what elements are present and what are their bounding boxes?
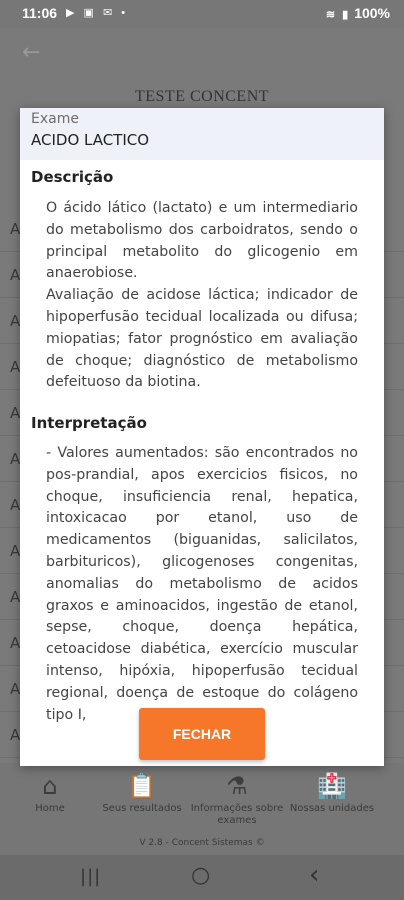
list-item[interactable]: A <box>0 666 404 712</box>
list-item[interactable]: A <box>0 482 404 528</box>
exam-name: ACIDO LACTICO <box>31 131 150 149</box>
tab-units[interactable] <box>282 771 382 815</box>
tab-label: Informações sobre exames <box>190 803 284 826</box>
list-item[interactable]: A <box>0 252 404 298</box>
tab-exam-info[interactable] <box>187 771 287 827</box>
list-item[interactable]: A <box>0 574 404 620</box>
flask-icon: ⚗ <box>226 772 248 800</box>
list-item[interactable]: A <box>0 620 404 666</box>
exam-dialog <box>20 108 384 766</box>
recent-apps-icon[interactable]: ||| <box>80 866 102 887</box>
system-nav-bar <box>0 855 404 900</box>
system-back-icon[interactable]: ‹ <box>309 860 320 890</box>
tab-label: Seus resultados <box>102 803 182 814</box>
list-item[interactable]: A <box>0 436 404 482</box>
home-icon: ⌂ <box>42 772 58 800</box>
exam-header <box>20 108 384 160</box>
exam-label: Exame <box>31 111 79 127</box>
list-item[interactable]: A <box>0 528 404 574</box>
list-item[interactable]: A <box>0 206 404 252</box>
list-item[interactable]: A <box>0 390 404 436</box>
description-title: Descrição <box>31 168 114 186</box>
tab-results[interactable] <box>92 771 192 815</box>
description-text: O ácido lático (lactato) e um intermediario do metabolismo dos carboidratos, sendo o principal metabolito do glicogenio em anaerobiose. Avaliação de acidose láctica; indicador de hipoperfusão tecidual localizada ou difusa; miopatias; fator prognóstico em avaliação de choque; diagnóstico de metabolismo defeituoso da biotina. <box>46 200 358 391</box>
wifi-signal-icon: ≋ ▮ <box>325 9 351 21</box>
tab-home[interactable] <box>0 771 100 815</box>
list-item[interactable]: A <box>0 344 404 390</box>
interpretation-title: Interpretação <box>31 414 147 432</box>
notification-icons: ▶ ▣ ✉ • <box>66 7 129 19</box>
page-title: TESTE CONCENT <box>134 88 270 105</box>
status-right <box>326 5 390 21</box>
tab-label: Home <box>35 803 65 814</box>
status-time: 11:06 <box>22 5 58 21</box>
list-item[interactable]: A <box>0 298 404 344</box>
list-item[interactable]: A <box>0 712 404 758</box>
close-button[interactable]: FECHAR <box>139 708 265 760</box>
status-bar <box>0 0 404 28</box>
back-arrow-icon[interactable]: ← <box>22 40 41 65</box>
tab-label: Nossas unidades <box>289 803 375 814</box>
clipboard-icon: 📋 <box>127 772 157 800</box>
building-icon: 🏥 <box>317 772 347 800</box>
home-button-icon[interactable]: ○ <box>191 863 211 888</box>
dialog-scroll-content[interactable] <box>20 160 384 723</box>
battery-level: 100% <box>354 5 390 21</box>
version-text: V 2.8 - Concent Sistemas © <box>139 838 265 848</box>
interpretation-text: - Valores aumentados: são encontrados no pos-prandial, apos exercicios fisicos, no choque, insuficiencia renal, hepatica, intoxicacao por etanol, uso de medicamentos (biguanidas, salicilatos, barbituricos), glicogenoses congenitas, anomalias do metabolismo de acidos graxos e aminoacidos, ingestão de etanol, sepse, choque, doença hepática, cetoacidose diabética, exercício muscular intenso, hipóxia, hipoperfusão tecidual regional, doença de estoque do colágeno tipo I, <box>46 445 358 723</box>
